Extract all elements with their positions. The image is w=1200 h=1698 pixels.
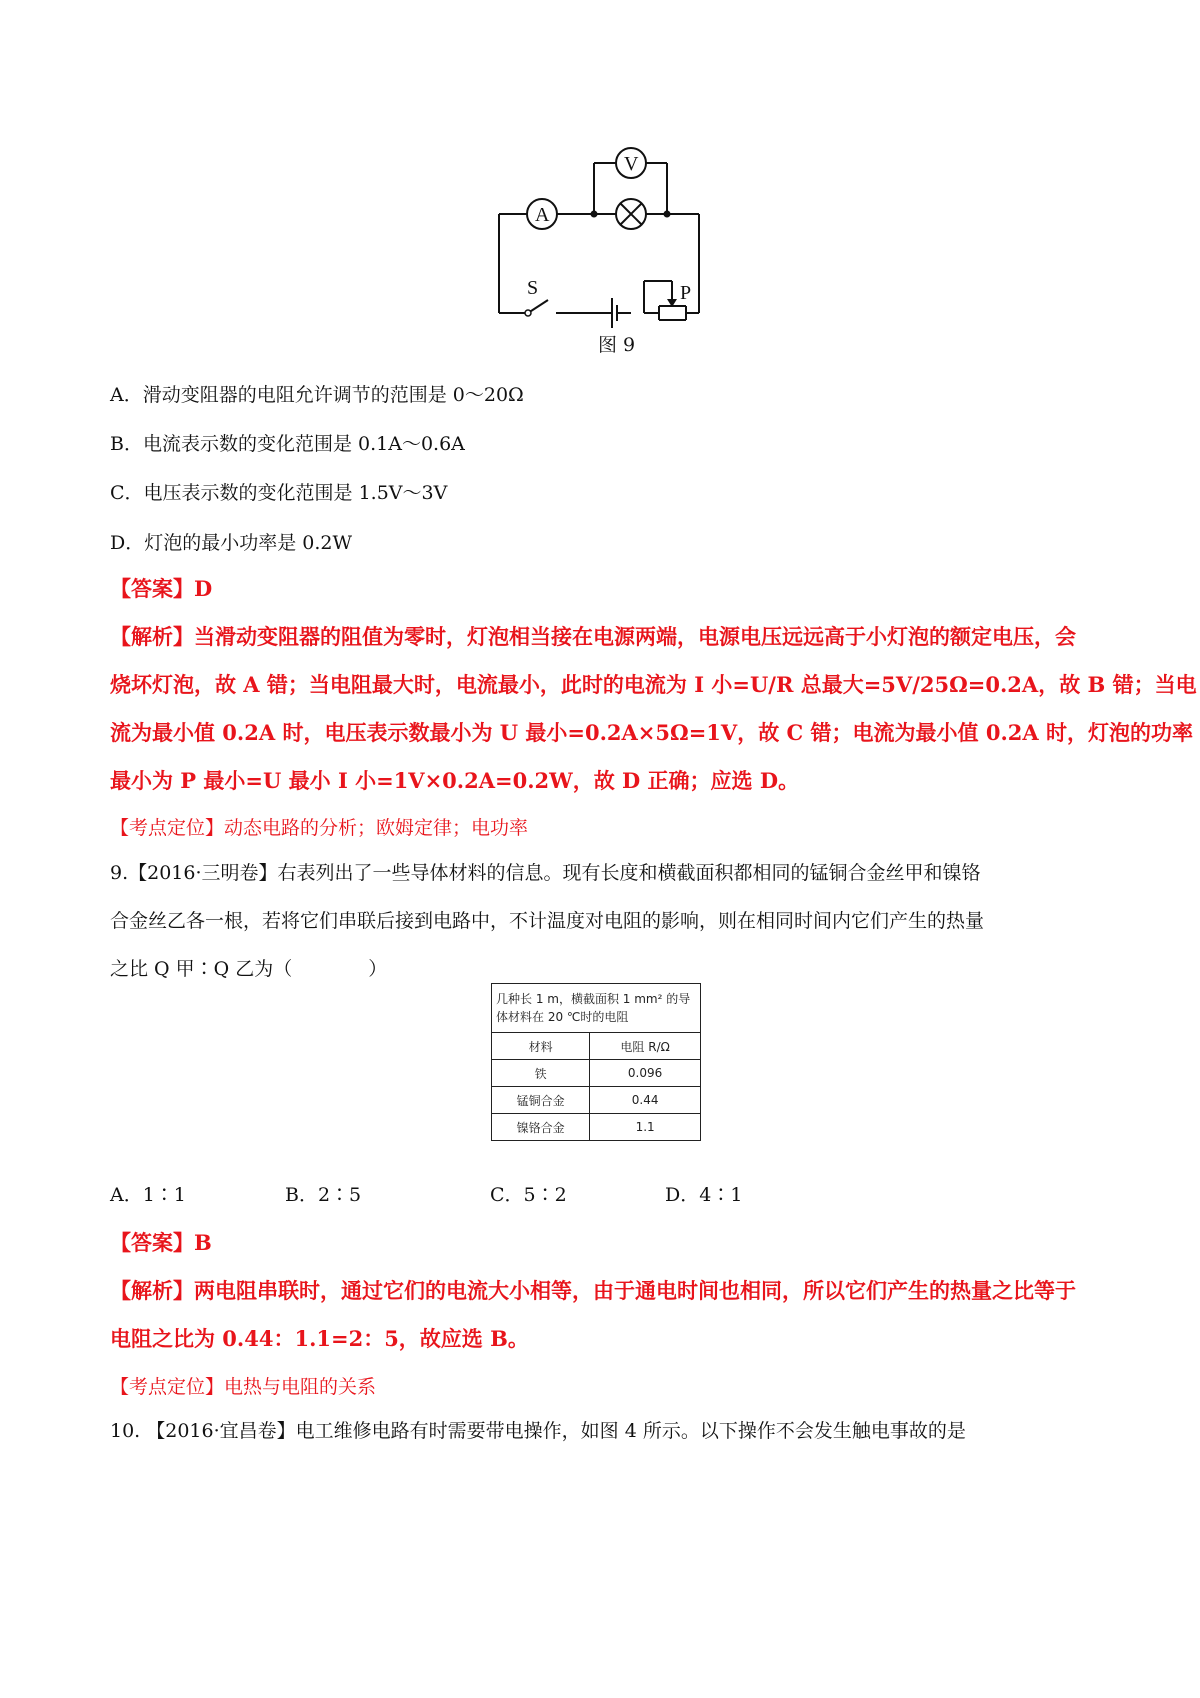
table-cell: 锰铜合金	[492, 1087, 590, 1114]
analysis-text: 当滑动变阻器的阻值为零时，灯泡相当接在电源两端，电源电压远远高于小灯泡的额定电压，会	[194, 624, 1076, 649]
q9-choice-d: D．4∶1	[665, 1184, 743, 1206]
voltmeter-label: V	[624, 153, 639, 175]
answer-value: D	[194, 576, 213, 601]
circuit-diagram	[0, 0, 1200, 360]
table-cell: 铁	[492, 1060, 590, 1087]
q9-key-point	[110, 1372, 376, 1399]
q9-analysis-line-1	[110, 1275, 1076, 1305]
q10-stem-line-1: 10. 【2016·宜昌卷】电工维修电路有时需要带电操作，如图 4 所示。以下操作不会发生触电事故的是	[110, 1420, 966, 1442]
analysis-label: 【解析】	[110, 1278, 194, 1303]
analysis-label: 【解析】	[110, 624, 194, 649]
q9-analysis-line-2: 电阻之比为 0.44：1.1=2：5，故应选 B。	[110, 1326, 529, 1351]
q8-answer	[110, 573, 212, 603]
table-header-resistance: 电阻 R/Ω	[590, 1033, 701, 1060]
q9-choice-a: A．1∶1	[110, 1184, 186, 1206]
q8-analysis-line-4: 最小为 P 最小=U 最小 I 小=1V×0.2A=0.2W，故 D 正确；应选 D。	[110, 768, 800, 793]
q8-option-a: A．滑动变阻器的电阻允许调节的范围是 0～20Ω	[110, 384, 524, 406]
slider-label: P	[680, 282, 692, 304]
q9-stem-line-2: 合金丝乙各一根，若将它们串联后接到电路中，不计温度对电阻的影响，则在相同时间内它们产生的热量	[110, 910, 985, 932]
key-point-text: 动态电路的分析；欧姆定律；电功率	[224, 817, 529, 839]
table-cell: 1.1	[590, 1114, 701, 1141]
key-point-label: 【考点定位】	[110, 1376, 225, 1398]
q9-choice-b: B．2∶5	[285, 1184, 362, 1206]
q9-answer	[110, 1227, 212, 1257]
q8-analysis-line-1	[110, 621, 1076, 651]
q9-choice-c: C．5∶2	[490, 1184, 567, 1206]
analysis-text: 两电阻串联时，通过它们的电流大小相等，由于通电时间也相同，所以它们产生的热量之比等于	[194, 1278, 1076, 1303]
key-point-text: 电热与电阻的关系	[224, 1376, 377, 1398]
table-cell: 0.096	[590, 1060, 701, 1087]
q8-analysis-line-2: 烧坏灯泡，故 A 错；当电阻最大时，电流最小，此时的电流为 I 小=U/R 总最大=5V/25Ω=0.2A，故 B 错；当电	[110, 672, 1197, 697]
table-cell: 0.44	[590, 1087, 701, 1114]
table-header-material: 材料	[492, 1033, 590, 1060]
table-title: 几种长 1 m，横截面积 1 mm² 的导体材料在 20 ℃时的电阻	[492, 984, 701, 1033]
figure-caption: 图 9	[598, 334, 636, 356]
answer-label: 【答案】	[110, 1230, 194, 1255]
q9-stem-line-3: 之比 Q 甲∶Q 乙为（ ）	[110, 958, 388, 980]
table-row	[492, 1060, 701, 1087]
switch-label: S	[527, 277, 539, 299]
table-row	[492, 1087, 701, 1114]
answer-label: 【答案】	[110, 576, 194, 601]
q8-option-b: B．电流表示数的变化范围是 0.1A～0.6A	[110, 433, 465, 455]
ammeter-label: A	[535, 204, 550, 226]
answer-value: B	[194, 1230, 212, 1255]
table-cell: 镍铬合金	[492, 1114, 590, 1141]
q8-analysis-line-3: 流为最小值 0.2A 时，电压表示数最小为 U 最小=0.2A×5Ω=1V，故 C 错；电流为最小值 0.2A 时，灯泡的功率	[110, 720, 1193, 745]
q8-key-point	[110, 813, 528, 840]
key-point-label: 【考点定位】	[110, 817, 225, 839]
q8-option-c: C．电压表示数的变化范围是 1.5V～3V	[110, 482, 448, 504]
table-row	[492, 1114, 701, 1141]
q9-stem-line-1: 9.【2016·三明卷】右表列出了一些导体材料的信息。现有长度和横截面积都相同的锰铜合金丝甲和镍铬	[110, 862, 981, 884]
resistance-table	[491, 983, 701, 1138]
q8-option-d: D．灯泡的最小功率是 0.2W	[110, 532, 353, 554]
